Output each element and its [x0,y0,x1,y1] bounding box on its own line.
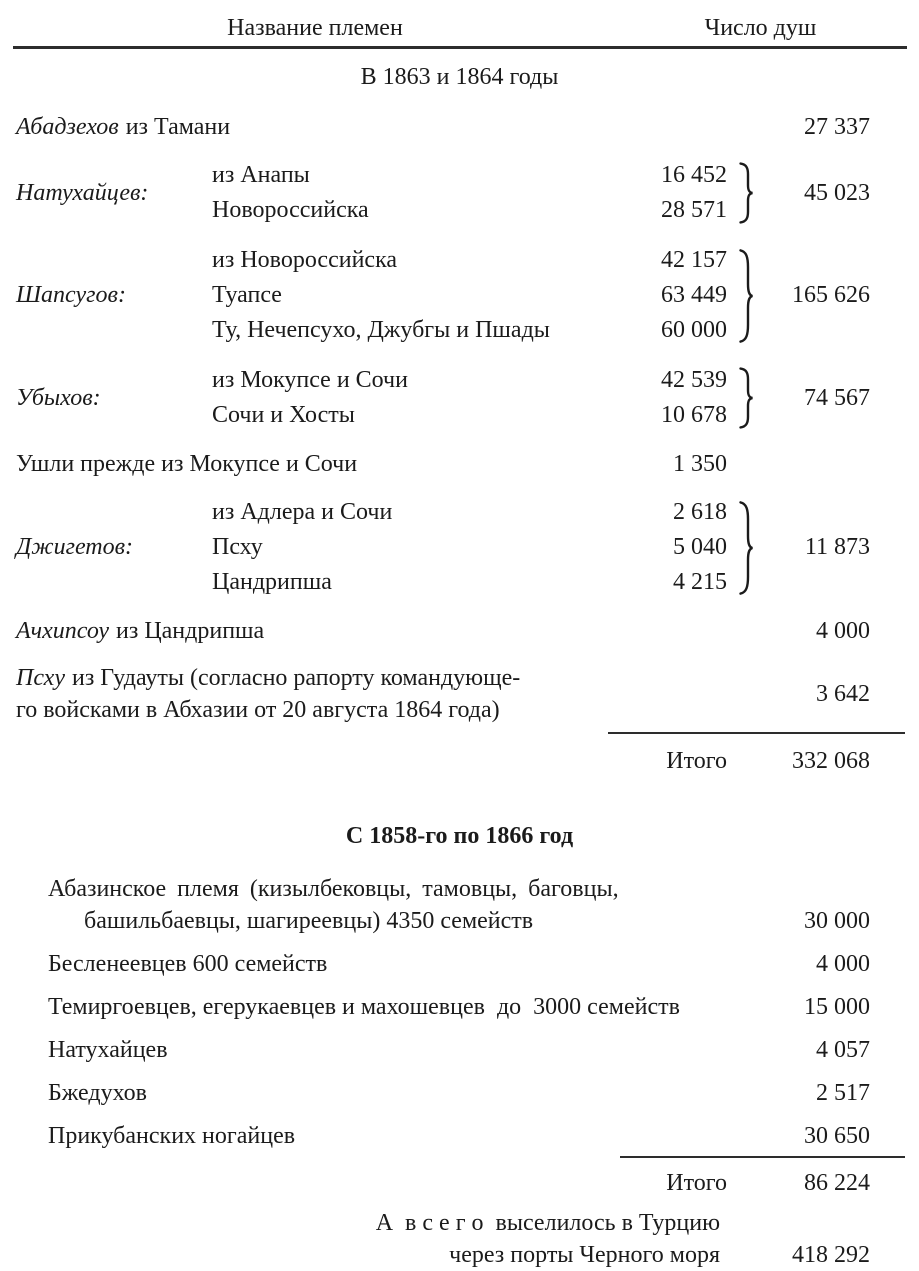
header-rule [13,46,907,49]
row-label: Ушли прежде из Мокупсе и Сочи [16,451,358,478]
subtotal-label: Итого [666,1169,727,1196]
group-total: 165 626 [792,282,870,309]
group-label: Джигетов: [16,534,134,561]
group-label: Натухайцев: [16,179,149,206]
table-row [0,1120,919,1152]
subtotal-row-2 [0,1158,919,1199]
total-value: 4 000 [816,617,870,644]
grouping-brace-icon [727,495,765,600]
group-items [212,158,727,228]
grouping-brace-icon [727,243,765,348]
grand-total-row [0,1207,919,1271]
place-label: Сочи и Хосты [212,402,355,429]
place-label: Псху [212,534,263,561]
group-dzhiget [0,495,919,600]
row-value: 30 650 [804,1122,870,1149]
row-value: 2 517 [816,1079,870,1106]
col-header-tribes: Название племен [227,15,403,41]
place-value: 4 215 [673,569,727,596]
group-total: 74 567 [804,384,870,411]
row-achkhipsou [0,615,919,647]
row-label [16,111,765,143]
group-items [212,363,727,433]
row-label [48,873,749,937]
subtotal-value: 86 224 [804,1169,870,1196]
place-value: 28 571 [661,197,727,224]
row-value: 30 000 [804,907,870,934]
table-header [0,0,919,44]
place-label: из Адлера и Сочи [212,499,393,526]
section-1863-1864 [0,62,919,777]
tribe-name: Псху [16,665,65,692]
place-label: Ту, Нечепсухо, Джубгы и Пшады [212,317,550,344]
group-items [212,495,727,600]
place-value: 10 678 [661,402,727,429]
row-ushli [0,448,919,480]
group-total: 45 023 [804,179,870,206]
col-header-souls: Число душ [704,15,817,41]
place-label: Цандрипша [212,569,332,596]
place-value: 5 040 [673,534,727,561]
group-items [212,243,727,348]
row-label: Прикубанских ногайцев [48,1122,296,1149]
table-row [0,1077,919,1109]
row-value: 15 000 [804,993,870,1020]
tribe-name: Абадзехов [16,114,119,141]
grand-total-line2: через порты Черного моря [449,1241,720,1268]
group-total: 11 873 [804,534,870,561]
row-label [16,662,765,726]
row-label: Темиргоевцев, егерукаевцев и махошевцев до 3000 семейств [48,993,680,1020]
row-label-line2: го войсками в Абхазии от 20 августа 1864 года) [16,697,500,724]
grand-total-line1: А в с е г о выселилось в Турцию [375,1209,720,1236]
section-1-title: В 1863 и 1864 годы [360,64,559,90]
total-value: 27 337 [804,113,870,140]
group-label: Шапсугов: [16,282,126,309]
tribe-rest: из Тамани [125,114,231,141]
place-label: из Мокупсе и Сочи [212,367,408,394]
table-row [0,948,919,980]
row-abadzekh [0,111,919,143]
row-label: Бесленеевцев 600 семейств [48,950,328,977]
tribe-rest: из Гудауты (согласно рапорту командующе- [71,665,521,692]
table-row [0,1034,919,1066]
place-value: 42 539 [661,367,727,394]
place-label: Туапсе [212,282,282,309]
row-value: 1 350 [673,450,727,477]
place-value: 60 000 [661,317,727,344]
table-row [0,873,919,937]
subtotal-row-1 [0,734,919,777]
place-value: 16 452 [661,162,727,189]
row-pskhu [0,662,919,726]
grouping-brace-icon [727,158,765,228]
place-value: 2 618 [673,499,727,526]
grand-total-value: 418 292 [792,1241,870,1268]
row-label [16,615,765,647]
row-label: Бжедухов [48,1079,148,1106]
group-shapsug [0,243,919,348]
row-label: Натухайцев [48,1036,168,1063]
row-label-line1: Абазинское племя (кизылбековцы, тамовцы, баговцы, [48,875,619,902]
total-value: 3 642 [816,680,870,707]
subtotal-label: Итого [666,748,727,775]
grand-total-text [0,1207,720,1271]
group-natukhay [0,158,919,228]
place-value: 42 157 [661,247,727,274]
place-label: из Анапы [212,162,310,189]
place-label: Новороссийска [212,197,369,224]
row-label-line2: башильбаевцы, шагиреевцы) 4350 семейств [84,907,534,934]
tribe-name: Ачхипсоу [16,618,109,645]
subtotal-value: 332 068 [792,748,870,775]
group-label: Убыхов: [16,384,101,411]
table-row [0,991,919,1023]
tribe-rest: из Цандрипша [116,618,265,645]
group-ubykh [0,363,919,433]
section-2-title: С 1858-го по 1866 год [345,823,574,850]
row-value: 4 057 [816,1036,870,1063]
place-label: из Новороссийска [212,247,398,274]
section-1858-1866 [0,821,919,1198]
row-value: 4 000 [816,950,870,977]
grouping-brace-icon [727,363,765,433]
place-value: 63 449 [661,282,727,309]
